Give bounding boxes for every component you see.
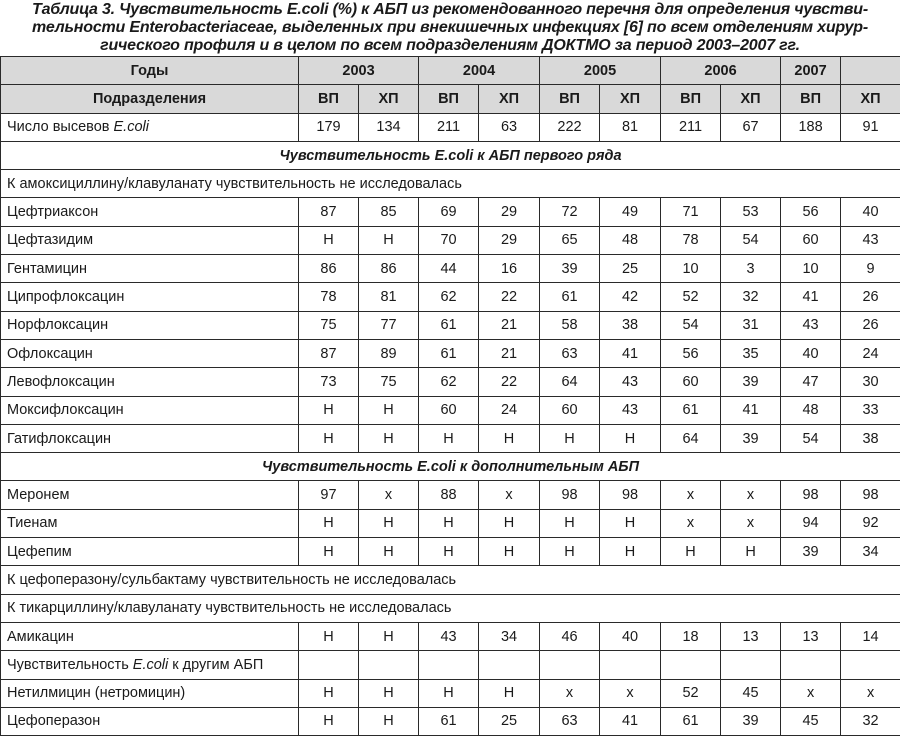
value-cell: Н [600,509,661,537]
value-cell [299,651,359,679]
table-row [1,679,900,707]
value-cell: х [600,679,661,707]
value-cell: 26 [841,283,900,311]
value-cell: Н [299,396,359,424]
value-cell: Н [359,538,419,566]
value-cell: 39 [781,538,841,566]
value-cell: 77 [359,311,419,339]
value-cell: 88 [419,481,479,509]
units-header-row [1,85,900,113]
value-cell: 54 [661,311,721,339]
value-cell: 40 [600,622,661,650]
value-cell: 87 [299,198,359,226]
value-cell: 87 [299,339,359,367]
years-header-row [1,57,900,85]
value-cell: 3 [721,255,781,283]
value-cell: 31 [721,311,781,339]
row-label [1,707,299,735]
value-cell: 63 [540,339,600,367]
value-cell: 39 [721,707,781,735]
year-header: 2004 [419,57,540,85]
row-label [1,509,299,537]
value-cell: 60 [419,396,479,424]
row-label-text: Чувствительность [7,657,133,673]
value-cell: 63 [479,113,540,141]
value-cell: 25 [600,255,661,283]
note-row [1,170,900,198]
value-cell: 43 [841,226,900,254]
value-cell: Н [540,509,600,537]
value-cell: 61 [419,707,479,735]
value-cell: Н [540,538,600,566]
value-cell: 24 [479,396,540,424]
row-label [1,311,299,339]
value-cell: 81 [600,113,661,141]
value-cell: 43 [600,368,661,396]
value-cell: 81 [359,283,419,311]
value-cell: 39 [721,424,781,452]
value-cell: Н [299,622,359,650]
subheader-cell: ВП [419,85,479,113]
value-cell [540,651,600,679]
value-cell: 34 [479,622,540,650]
value-cell: 62 [419,368,479,396]
value-cell: 33 [841,396,900,424]
value-cell: 29 [479,198,540,226]
row-label [1,481,299,509]
value-cell: Н [359,226,419,254]
table-row [1,311,900,339]
value-cell: 48 [600,226,661,254]
row-label [1,255,299,283]
value-cell: 14 [841,622,900,650]
row-label-text: Офлоксацин [7,346,93,362]
value-cell: х [661,509,721,537]
row-label-text: Ципрофлоксацин [7,289,124,305]
value-cell: 34 [841,538,900,566]
value-cell: 62 [419,283,479,311]
value-cell: 211 [661,113,721,141]
row-label [1,226,299,254]
value-cell: 56 [661,339,721,367]
value-cell: Н [299,509,359,537]
value-cell: 30 [841,368,900,396]
value-cell: х [721,509,781,537]
value-cell [419,651,479,679]
value-cell: 43 [600,396,661,424]
value-cell: 52 [661,679,721,707]
row-label [1,538,299,566]
row-label-organism: E.coli [133,657,168,673]
value-cell: 35 [721,339,781,367]
value-cell: 44 [419,255,479,283]
value-cell: Н [419,424,479,452]
value-cell: 89 [359,339,419,367]
subheader-cell: ВП [299,85,359,113]
table-body [1,113,900,736]
table-row [1,651,900,679]
value-cell: Н [359,622,419,650]
value-cell: Н [479,424,540,452]
value-cell: 188 [781,113,841,141]
value-cell [841,651,900,679]
row-label [1,339,299,367]
value-cell: 70 [419,226,479,254]
value-cell: Н [359,679,419,707]
value-cell: 40 [781,339,841,367]
table-row [1,424,900,452]
row-label-text: Гентамицин [7,261,87,277]
value-cell [359,651,419,679]
value-cell: х [841,679,900,707]
row-label-text: Цефоперазон [7,713,100,729]
subheader-cell: ХП [841,85,900,113]
row-label-text: Число высевов [7,119,114,135]
value-cell: 48 [781,396,841,424]
value-cell: Н [479,509,540,537]
value-cell [661,651,721,679]
row-label-text: Тиенам [7,515,57,531]
value-cell: Н [359,707,419,735]
table-row [1,339,900,367]
row-label [1,622,299,650]
value-cell: х [359,481,419,509]
value-cell: 78 [299,283,359,311]
value-cell: Н [359,424,419,452]
value-cell: 64 [540,368,600,396]
value-cell: 26 [841,311,900,339]
table-row [1,113,900,141]
value-cell: х [661,481,721,509]
value-cell: 60 [661,368,721,396]
value-cell: 61 [661,396,721,424]
value-cell: Н [540,424,600,452]
value-cell: 179 [299,113,359,141]
table-row [1,226,900,254]
value-cell: Н [299,226,359,254]
value-cell: Н [359,396,419,424]
value-cell: 98 [781,481,841,509]
value-cell: 72 [540,198,600,226]
value-cell: 78 [661,226,721,254]
value-cell: 58 [540,311,600,339]
row-label [1,424,299,452]
table-caption [0,0,900,56]
section-header-row [1,141,900,169]
years-header-label: Годы [1,57,299,85]
value-cell: 21 [479,311,540,339]
row-label [1,368,299,396]
table-row [1,481,900,509]
value-cell: 134 [359,113,419,141]
caption-line-2: тельности Enterobacteriaceae, выделенных при внекишечных инфекциях [6] по всем отделениям хирур- [0,19,900,37]
table-row [1,622,900,650]
row-label [1,679,299,707]
value-cell: 39 [721,368,781,396]
table-row [1,509,900,537]
value-cell: 46 [540,622,600,650]
value-cell: х [721,481,781,509]
value-cell: 92 [841,509,900,537]
section-header-text: Чувствительность E.coli к АБП первого ряда [1,141,900,169]
row-label-text: Левофлоксацин [7,374,115,390]
value-cell: Н [721,538,781,566]
note-row [1,566,900,594]
value-cell: 13 [781,622,841,650]
value-cell: 60 [540,396,600,424]
value-cell: 41 [721,396,781,424]
value-cell: 22 [479,283,540,311]
value-cell: 61 [419,311,479,339]
value-cell: Н [600,538,661,566]
subheader-cell: ХП [479,85,540,113]
row-label-text: Нетилмицин (нетромицин) [7,685,185,701]
year-header: 2007 [781,57,841,85]
value-cell: 75 [359,368,419,396]
value-cell: 75 [299,311,359,339]
value-cell: 222 [540,113,600,141]
value-cell: Н [359,509,419,537]
table-row [1,368,900,396]
value-cell: 54 [721,226,781,254]
section-header-row [1,453,900,481]
value-cell: 69 [419,198,479,226]
note-text: К амоксициллину/клавуланату чувствительность не исследовалась [1,170,900,198]
row-label-text: Моксифлоксацин [7,402,124,418]
value-cell: 97 [299,481,359,509]
row-label-text: Цефепим [7,544,72,560]
value-cell: 45 [781,707,841,735]
value-cell [479,651,540,679]
table-row [1,538,900,566]
value-cell: 52 [661,283,721,311]
value-cell: Н [419,538,479,566]
row-label [1,651,299,679]
value-cell [600,651,661,679]
row-label [1,113,299,141]
year-header: 2006 [661,57,781,85]
value-cell: 73 [299,368,359,396]
value-cell: Н [479,538,540,566]
value-cell: 10 [661,255,721,283]
subheader-cell: ХП [721,85,781,113]
note-row [1,594,900,622]
row-label-text: Меронем [7,487,69,503]
value-cell: Н [299,538,359,566]
value-cell: 71 [661,198,721,226]
value-cell: 56 [781,198,841,226]
subheader-cell: ВП [540,85,600,113]
table-row [1,198,900,226]
value-cell: 29 [479,226,540,254]
value-cell: 67 [721,113,781,141]
year-header-empty [841,57,900,85]
value-cell: 64 [661,424,721,452]
value-cell: 45 [721,679,781,707]
row-label-text: Норфлоксацин [7,317,108,333]
units-header-label: Подразделения [1,85,299,113]
value-cell: 13 [721,622,781,650]
value-cell: 49 [600,198,661,226]
row-label [1,198,299,226]
value-cell: 41 [600,707,661,735]
value-cell: 61 [661,707,721,735]
year-header: 2005 [540,57,661,85]
value-cell: 32 [721,283,781,311]
value-cell: 16 [479,255,540,283]
value-cell: х [781,679,841,707]
row-label-text: Амикацин [7,629,74,645]
table-row [1,283,900,311]
row-label-text: Цефтриаксон [7,204,98,220]
value-cell: 98 [841,481,900,509]
value-cell: 53 [721,198,781,226]
sensitivity-table [0,56,900,736]
value-cell: 18 [661,622,721,650]
value-cell: 60 [781,226,841,254]
row-label [1,396,299,424]
value-cell: 91 [841,113,900,141]
value-cell: 22 [479,368,540,396]
value-cell: 38 [841,424,900,452]
note-text: К тикарциллину/клавуланату чувствительность не исследовалась [1,594,900,622]
value-cell: 94 [781,509,841,537]
subheader-cell: ХП [600,85,661,113]
value-cell: х [479,481,540,509]
value-cell: х [540,679,600,707]
value-cell: 47 [781,368,841,396]
value-cell: 211 [419,113,479,141]
value-cell: 86 [359,255,419,283]
row-label-text: Цефтазидим [7,232,93,248]
value-cell: 21 [479,339,540,367]
row-label-tail: к другим АБП [168,657,263,673]
table-row [1,707,900,735]
value-cell: 98 [600,481,661,509]
value-cell: Н [299,679,359,707]
table-row [1,255,900,283]
value-cell: Н [479,679,540,707]
value-cell: 40 [841,198,900,226]
value-cell [721,651,781,679]
subheader-cell: ВП [781,85,841,113]
value-cell: 39 [540,255,600,283]
value-cell: 10 [781,255,841,283]
row-label-text: Гатифлоксацин [7,431,111,447]
value-cell: 41 [600,339,661,367]
value-cell: 41 [781,283,841,311]
value-cell: 85 [359,198,419,226]
note-text: К цефоперазону/сульбактаму чувствительность не исследовалась [1,566,900,594]
year-header: 2003 [299,57,419,85]
section-header-text: Чувствительность E.coli к дополнительным АБП [1,453,900,481]
subheader-cell: ХП [359,85,419,113]
table-row [1,396,900,424]
value-cell: 32 [841,707,900,735]
value-cell: 98 [540,481,600,509]
value-cell: 25 [479,707,540,735]
value-cell: Н [419,679,479,707]
value-cell: 86 [299,255,359,283]
value-cell: 42 [600,283,661,311]
value-cell: Н [419,509,479,537]
value-cell: Н [299,707,359,735]
value-cell: 65 [540,226,600,254]
value-cell: 24 [841,339,900,367]
caption-line-1: Таблица 3. Чувствительность E.coli (%) к АБП из рекомендованного перечня для определения чувстви- [0,1,900,19]
value-cell: 61 [540,283,600,311]
value-cell: Н [661,538,721,566]
value-cell: 38 [600,311,661,339]
value-cell: 43 [419,622,479,650]
caption-line-3: гического профиля и в целом по всем подразделениям ДОКТМО за период 2003–2007 гг. [0,37,900,55]
value-cell: 61 [419,339,479,367]
value-cell: 43 [781,311,841,339]
row-label [1,283,299,311]
value-cell: Н [600,424,661,452]
row-label-organism: E.coli [114,119,149,135]
value-cell [781,651,841,679]
value-cell: 63 [540,707,600,735]
value-cell: 54 [781,424,841,452]
value-cell: 9 [841,255,900,283]
value-cell: Н [299,424,359,452]
subheader-cell: ВП [661,85,721,113]
